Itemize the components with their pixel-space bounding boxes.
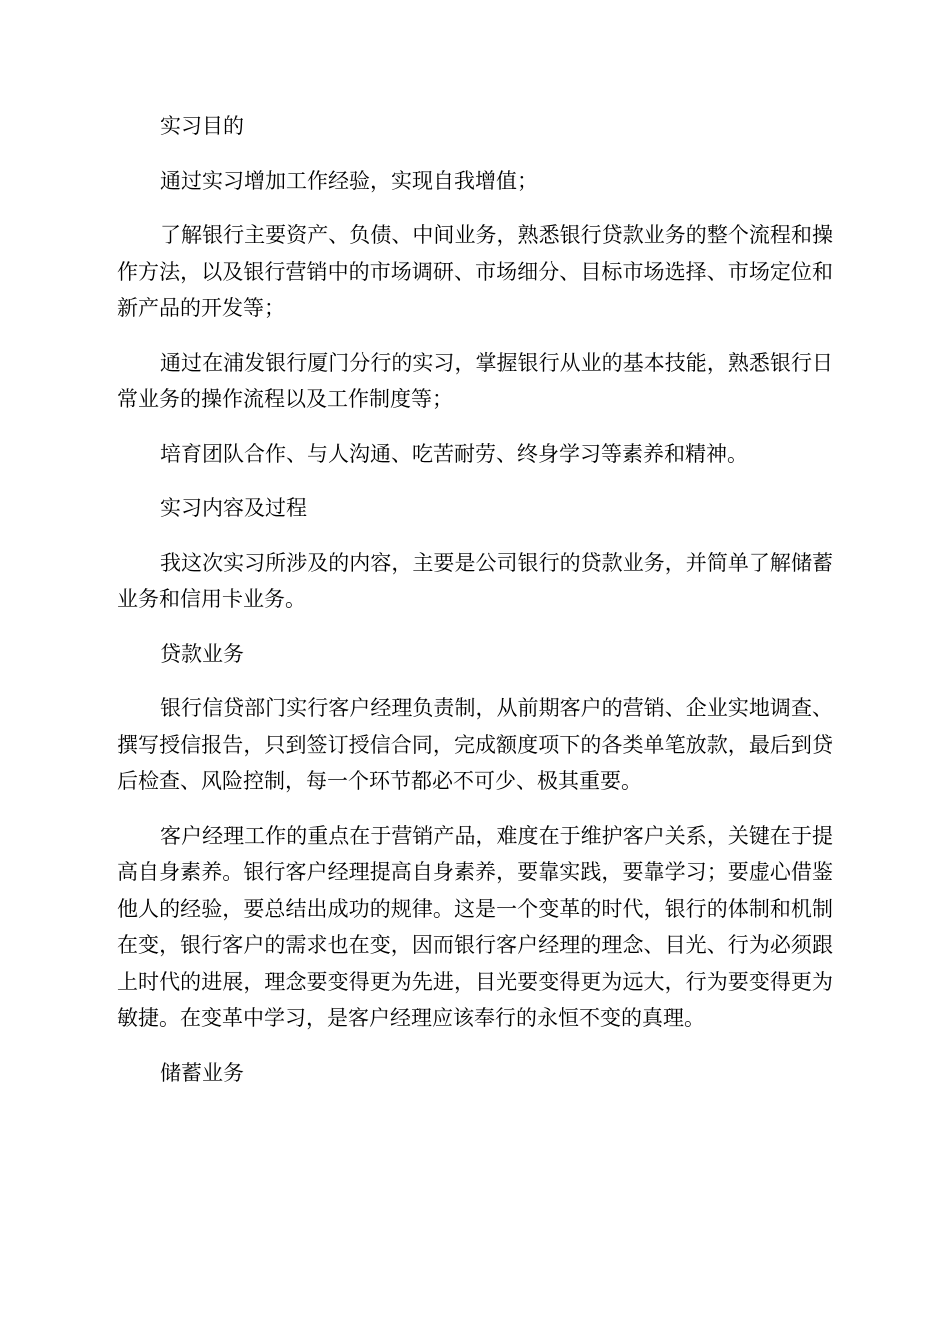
paragraph-teamwork-qualities: 培育团队合作、与人沟通、吃苦耐劳、终身学习等素养和精神。 xyxy=(160,441,748,466)
section-heading-savings-business: 储蓄业务 xyxy=(160,1060,244,1085)
section-heading-purpose: 实习目的 xyxy=(160,114,244,138)
paragraph-gain-experience: 通过实习增加工作经验，实现自我增值； xyxy=(160,168,538,193)
document-page xyxy=(117,108,833,1109)
paragraph-account-manager-system: 银行信贷部门实行客户经理负责制，从前期客户的营销、企业实地调查、撰写授信报告，只到签订授信合同，完成额度项下的各类单笔放款，最后到贷后检查、风险控制，每一个环节都必不可少、极其重要。 xyxy=(117,696,833,793)
section-heading-loan-business: 贷款业务 xyxy=(160,641,244,666)
paragraph-internship-scope: 我这次实习所涉及的内容，主要是公司银行的贷款业务，并简单了解储蓄业务和信用卡业务。 xyxy=(117,550,833,611)
paragraph-understand-bank-business: 了解银行主要资产、负债、中间业务，熟悉银行贷款业务的整个流程和操作方法，以及银行营销中的市场调研、市场细分、目标市场选择、市场定位和新产品的开发等； xyxy=(117,223,833,320)
paragraph-account-manager-focus: 客户经理工作的重点在于营销产品，难度在于维护客户关系，关键在于提高自身素养。银行客户经理提高自身素养，要靠实践，要靠学习；要虚心借鉴他人的经验，要总结出成功的规律。这是一个变革的时代，银行的体制和机制在变，银行客户的需求也在变，因而银行客户经理的理念、目光、行为必须跟上时代的进展，理念要变得更为先进，目光要变得更为远大，行为要变得更为敏捷。在变革中学习，是客户经理应该奉行的永恒不变的真理。 xyxy=(117,823,833,1030)
paragraph-spdb-xiamen-internship: 通过在浦发银行厦门分行的实习，掌握银行从业的基本技能，熟悉银行日常业务的操作流程以及工作制度等； xyxy=(117,350,833,411)
section-heading-content-process: 实习内容及过程 xyxy=(160,496,307,520)
